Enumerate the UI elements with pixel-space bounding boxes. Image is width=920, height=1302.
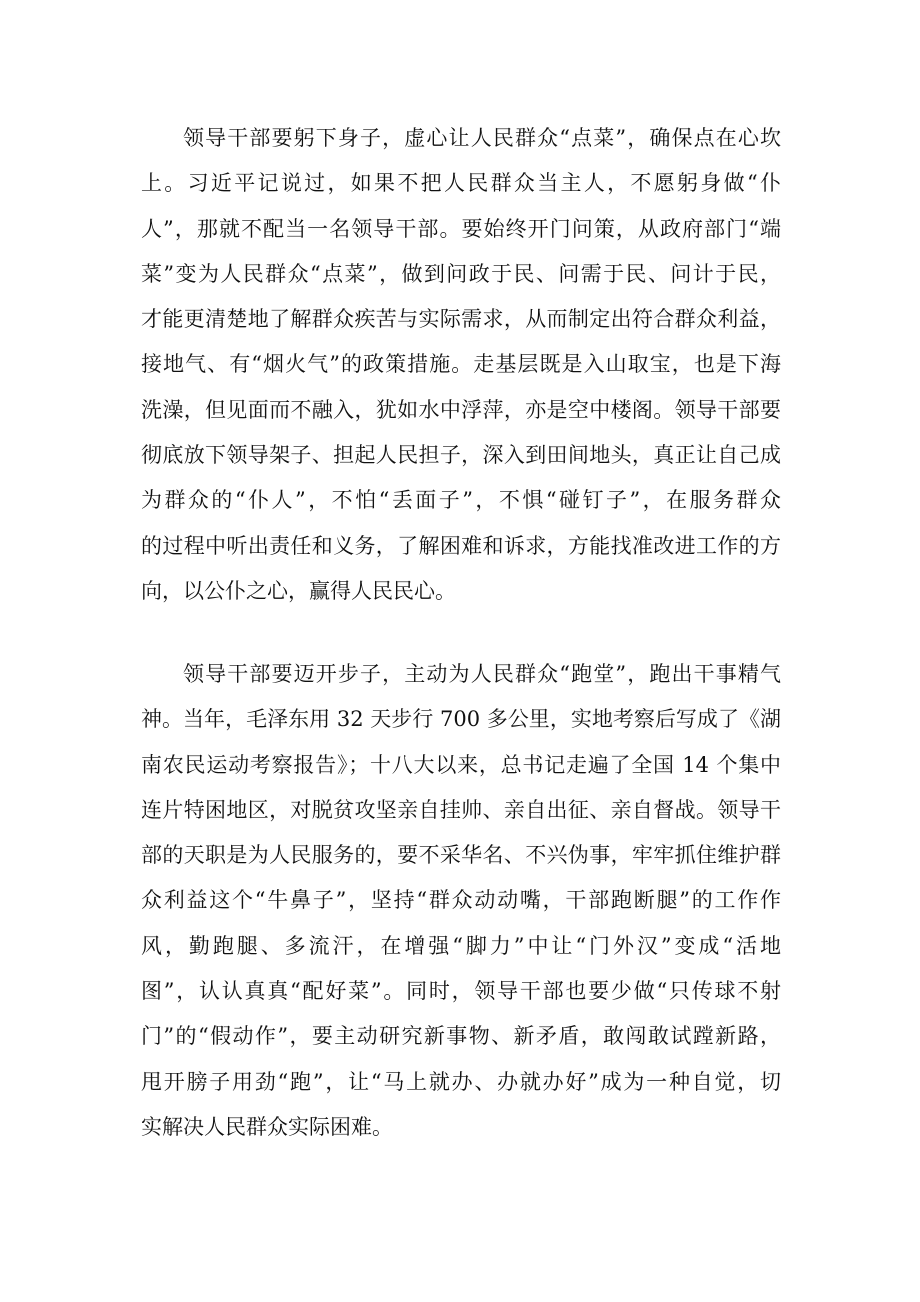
text-line: 彻底放下领导架子、担起人民担子，深入到田间地头，真正让自己成: [141, 443, 781, 468]
text-line: 连片特困地区，对脱贫攻坚亲自挂帅、亲自出征、亲自督战。领导干: [141, 797, 781, 822]
text-line: 领导干部要迈开步子，主动为人民群众“跑堂”，跑出干事精气: [183, 662, 781, 686]
text-line: 为群众的“仆人”，不怕“丢面子”，不惧“碰钉子”，在服务群众: [141, 488, 781, 513]
text-line: 风，勤跑腿、多流汗，在增强“脚力”中让“门外汉”变成“活地: [141, 933, 781, 958]
text-line: 实解决人民群众实际困难。: [141, 1114, 393, 1139]
text-line: 领导干部要躬下身子，虚心让人民群众“点菜”，确保点在心坎: [183, 126, 781, 150]
text-line: 才能更清楚地了解群众疾苦与实际需求，从而制定出符合群众利益，: [141, 307, 781, 332]
text-line: 甩开膀子用劲“跑”，让“马上就办、办就办好”成为一种自觉，切: [141, 1069, 781, 1094]
text-line: 神。当年，毛泽东用 32 天步行 700 多公里，实地考察后写成了《湖: [141, 707, 781, 732]
text-line: 上。习近平记说过，如果不把人民群众当主人，不愿躬身做“仆: [141, 171, 781, 196]
text-line: 部的天职是为人民服务的，要不采华名、不兴伪事，牢牢抓住维护群: [141, 843, 781, 868]
paragraph-1: [141, 116, 781, 614]
text-line: 接地气、有“烟火气”的政策措施。走基层既是入山取宝，也是下海: [141, 352, 781, 377]
text-line: 众利益这个“牛鼻子”，坚持“群众动动嘴，干部跑断腿”的工作作: [141, 888, 781, 913]
text-line: 洗澡，但见面而不融入，犹如水中浮萍，亦是空中楼阁。领导干部要: [141, 397, 781, 422]
text-line: 人”，那就不配当一名领导干部。要始终开门问策，从政府部门“端: [141, 216, 781, 241]
text-line: 门”的“假动作”，要主动研究新事物、新矛盾，敢闯敢试蹚新路，: [141, 1024, 781, 1049]
text-line: 南农民运动考察报告》；十八大以来，总书记走遍了全国 14 个集中: [141, 752, 781, 777]
text-line: 图”，认认真真“配好菜”。同时，领导干部也要少做“只传球不射: [141, 979, 781, 1004]
paragraph-2: [141, 652, 781, 1150]
text-line: 向，以公仆之心，赢得人民民心。: [141, 578, 456, 603]
text-line: 菜”变为人民群众“点菜”，做到问政于民、问需于民、问计于民，: [141, 261, 781, 286]
text-line: 的过程中听出责任和义务，了解困难和诉求，方能找准改进工作的方: [141, 533, 781, 558]
